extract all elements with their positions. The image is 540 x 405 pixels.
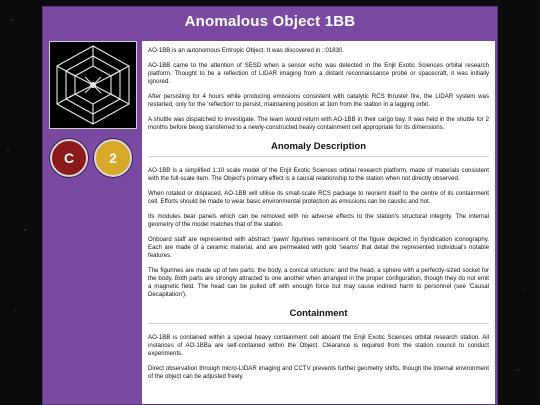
intro-paragraph: AO-1BB came to the attention of SESD when a sensor echo was detected in the Enjil Exotic Sciences orbital research platform. Thought to be a reflection of LIDAR imaging from a distant reconnaissance probe or spacecraft, it was initially ignored. (148, 62, 489, 85)
section-paragraph: When rotated or displaced, AO-1BB will utilise its small-scale RCS package to reorient itself to the centre of its containment cell. Efforts should be made to wear basic environmental protection as emissions can be caustic and hot. (148, 190, 489, 205)
intro-paragraph: AO-1BB is an autonomous Entropic Object. It was discovered in ::01830. (148, 47, 345, 54)
level-badge: 2 (94, 139, 132, 177)
sidebar (47, 41, 139, 177)
section-paragraph: Its modules bear panels which can be removed with no adverse effects to the station's structural integrity. The internal geometry of the model matches that of the station. (148, 213, 489, 228)
section-paragraph: Onboard staff are represented with abstract 'pawn' figurines reminiscent of the figure depicted in Syndication iconography. Each are made of a ceramic material, and are permeated with gold 'seams' that detail the represented individual's notable features. (148, 236, 489, 259)
section-paragraph: AO-1BB is a simplified 1:10 scale model of the Enjil Exotic Sciences orbital research platform, made of materials consistent with the full-scale item. The Object's primary effect is a causal relationship to the station when not directly observed. (148, 167, 489, 182)
intro-paragraph: After persisting for 4 hours while producing emissions consistent with catalytic RCS thruster fire, the LIDAR system was restarted, only for the 'reflection' to persist, maintaining position at 1km from the station in a lagging orbit. (148, 93, 489, 108)
classification-badges (50, 139, 139, 177)
section-paragraph: Direct observation through micro-LIDAR imaging and CCTV prevents further geometry shifts, though the internal environment of the object can be adjusted freely. (148, 365, 489, 380)
article-page (42, 6, 498, 405)
section-heading-containment: Containment (148, 309, 489, 324)
section-paragraph: The figurines are made up of two parts: the body, a conical structure; and the head, a sphere with a perfectly-sized socket for the body. Both parts are strongly attracted to one another when arranged in the proper configuration, though they do not emit a magnetic field. The head can be pulled off with enough force but may cause indirect harm to personnel (see 'Causal Decapitation'). (148, 267, 489, 298)
article-content (142, 41, 495, 405)
hazard-hexagon-icon (50, 42, 136, 128)
section-heading-anomaly-description: Anomaly Description (148, 142, 489, 157)
intro-paragraph: A shuttle was dispatched to investigate. The team would return with AO-1BB in their cargo bay. It was held in the shuttle for 2 months before being transferred to a newly-constructed heavy containment cell appropriate for its dimensions. (148, 116, 489, 131)
object-image (49, 41, 137, 129)
section-paragraph: AO-1BB is contained within a special heavy containment cell aboard the Enjil Exotic Sciences orbital research station. All instances of AO-1BBa are self-contained within the Object. Clearance is required from the station council to conduct experiments. (148, 334, 489, 357)
class-badge: C (50, 139, 88, 177)
page-title: Anomalous Object 1BB (184, 13, 356, 30)
